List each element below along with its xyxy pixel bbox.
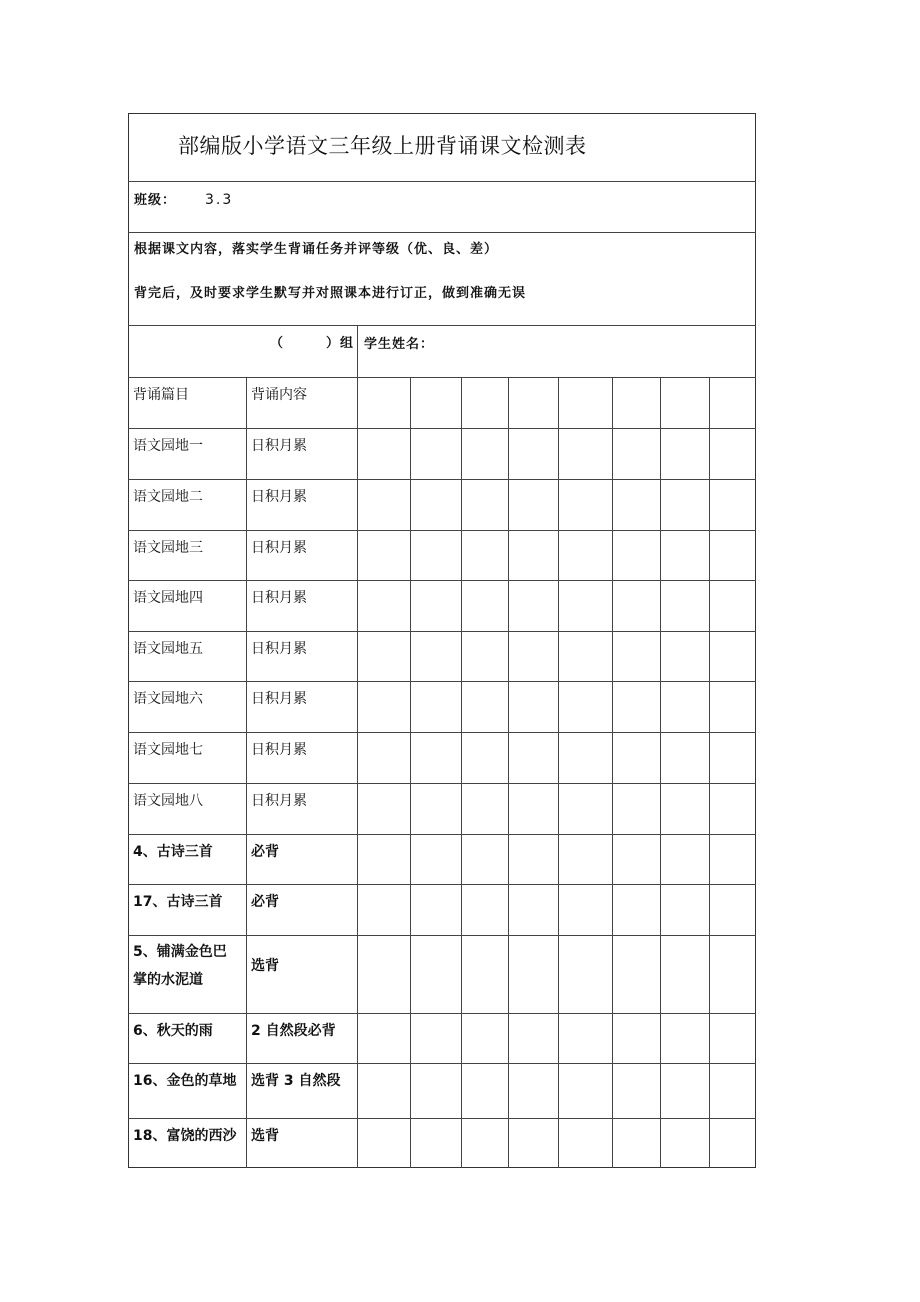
row-item-label: 语文园地七: [133, 742, 203, 758]
instruction-2: 背完后，及时要求学生默写并对照课本进行订正，做到准确无误: [134, 286, 527, 301]
row-content-label: 日积月累: [251, 438, 307, 454]
row-content-label: 选背 3 自然段: [251, 1073, 341, 1089]
column-divider: [508, 377, 509, 1168]
row-content-label: 日积月累: [251, 691, 307, 707]
row-divider: [128, 732, 756, 733]
row-content-label: 日积月累: [251, 742, 307, 758]
row-item-label: 18、富饶的西沙: [133, 1128, 237, 1144]
row-divider: [128, 530, 756, 531]
row-content-label: 2 自然段必背: [251, 1023, 336, 1039]
column-divider: [461, 377, 462, 1168]
row-divider: [128, 834, 756, 835]
row-item-label: 6、秋天的雨: [133, 1023, 213, 1039]
row-content-label: 日积月累: [251, 540, 307, 556]
column-header-content: 背诵内容: [251, 387, 307, 403]
row-divider: [128, 1063, 756, 1064]
row-content-label: 选背: [251, 1128, 279, 1144]
row-content-label: 必背: [251, 894, 279, 910]
row-content-label: 日积月累: [251, 590, 307, 606]
group-label: （ ）组: [270, 336, 355, 351]
row-divider: [128, 325, 756, 326]
column-divider: [246, 377, 247, 1168]
page-title: 部编版小学语文三年级上册背诵课文检测表: [178, 134, 587, 158]
row-divider: [128, 631, 756, 632]
row-divider: [128, 1118, 756, 1119]
row-item-label: 4、古诗三首: [133, 844, 213, 860]
row-divider: [128, 428, 756, 429]
column-divider: [357, 377, 358, 1168]
class-value: 3.3: [205, 192, 234, 208]
row-divider: [128, 1013, 756, 1014]
row-divider: [128, 681, 756, 682]
row-item-label: 语文园地三: [133, 540, 203, 556]
row-item-label: 语文园地八: [133, 793, 203, 809]
row-item-label: 语文园地二: [133, 489, 203, 505]
column-header-item: 背诵篇目: [133, 387, 189, 403]
row-content-label: 选背: [251, 958, 279, 974]
row-item-label: 语文园地五: [133, 641, 203, 657]
column-divider: [357, 325, 358, 377]
row-content-label: 必背: [251, 844, 279, 860]
row-divider: [128, 580, 756, 581]
column-divider: [612, 377, 613, 1168]
row-item-label: 17、古诗三首: [133, 894, 223, 910]
row-divider: [128, 479, 756, 480]
class-label: 班级：: [134, 193, 177, 208]
table-frame: [128, 113, 756, 1168]
instruction-1: 根据课文内容，落实学生背诵任务并评等级（优、良、差）: [134, 242, 499, 257]
row-divider: [128, 232, 756, 233]
row-content-label: 日积月累: [251, 793, 307, 809]
column-divider: [660, 377, 661, 1168]
column-divider: [709, 377, 710, 1168]
row-item-label: 语文园地六: [133, 691, 203, 707]
student-name-label: 学生姓名：: [364, 337, 435, 352]
row-item-label: 掌的水泥道: [133, 972, 203, 988]
row-content-label: 日积月累: [251, 641, 307, 657]
row-divider: [128, 377, 756, 378]
row-divider: [128, 783, 756, 784]
row-divider: [128, 935, 756, 936]
row-content-label: 日积月累: [251, 489, 307, 505]
row-item-label: 语文园地四: [133, 590, 203, 606]
row-divider: [128, 181, 756, 182]
row-divider: [128, 884, 756, 885]
row-item-label: 5、铺满金色巴: [133, 944, 227, 960]
column-divider: [410, 377, 411, 1168]
column-divider: [558, 377, 559, 1168]
row-item-label: 16、金色的草地: [133, 1073, 237, 1089]
row-item-label: 语文园地一: [133, 438, 203, 454]
